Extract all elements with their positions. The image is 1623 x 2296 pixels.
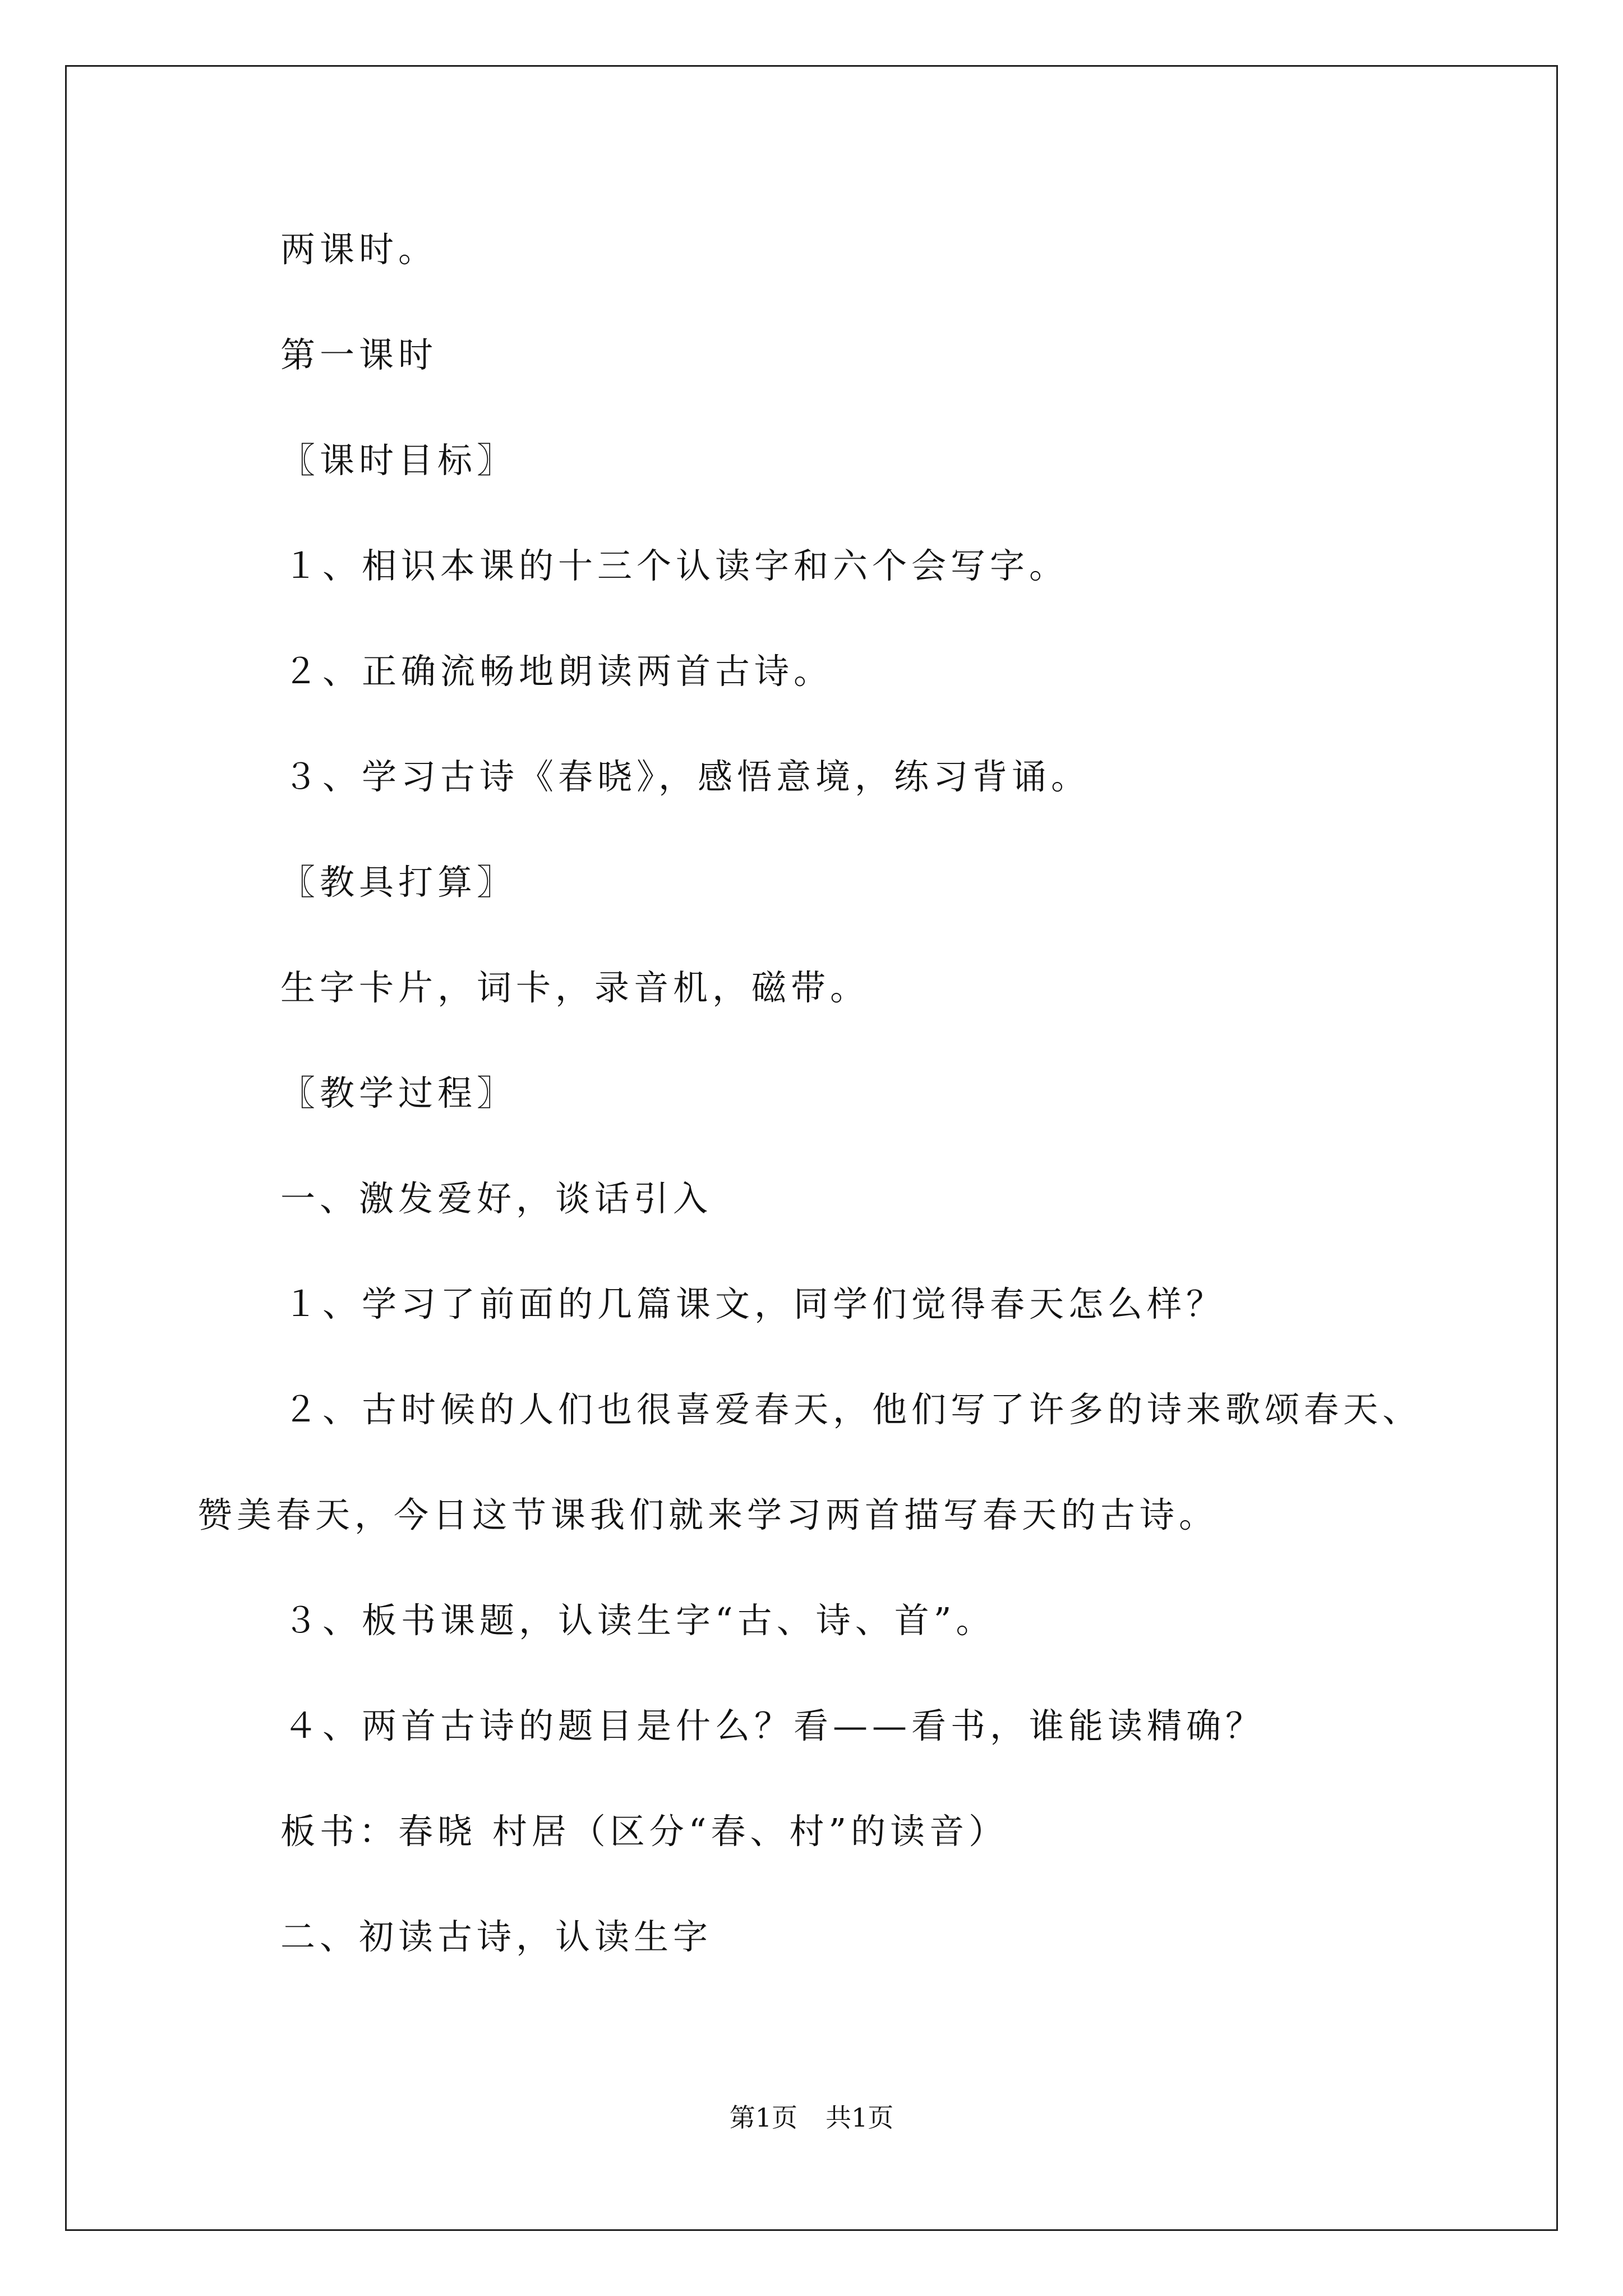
page-border [65, 65, 1558, 2231]
page-footer [0, 2101, 1623, 2134]
section-heading-materials: 〖教具打算〗 [280, 862, 517, 903]
text-line-step-1-1: １、学习了前面的几篇课文，同学们觉得春天怎么样？ [283, 1283, 1226, 1324]
text-line-step-1: 一、激发爱好，谈话引入 [280, 1178, 713, 1219]
text-line-step-1-4: ４、两首古诗的题目是什么？看——看书，谁能读精确？ [283, 1705, 1265, 1746]
text-line-step-1-2: ２、古时候的人们也很喜爱春天，他们写了许多的诗来歌颂春天、 [283, 1389, 1422, 1430]
section-heading-objectives: 〖课时目标〗 [280, 440, 517, 481]
page-total: 共1页 [826, 2102, 894, 2133]
text-line-board: 板书：春晓 村居（区分“春、村”的读音） [280, 1811, 1008, 1852]
text-line-2: 第一课时 [280, 334, 438, 375]
text-line-objective-1: １、相识本课的十三个认读字和六个会写字。 [283, 545, 1069, 586]
text-line-objective-3: ３、学习古诗《春晓》，感悟意境，练习背诵。 [283, 756, 1091, 797]
text-line-step-2: 二、初读古诗，认读生字 [280, 1916, 713, 1957]
text-line-materials: 生字卡片，词卡，录音机，磁带。 [280, 967, 870, 1008]
text-line-objective-2: ２、正确流畅地朗读两首古诗。 [283, 651, 833, 692]
page-number: 第1页 [729, 2102, 797, 2133]
text-line-step-1-2-cont: 赞美春天，今日这节课我们就来学习两首描写春天的古诗。 [197, 1494, 1219, 1535]
text-line-step-1-3: ３、板书课题，认读生字“古、诗、首”。 [283, 1600, 995, 1641]
text-line-1: 两课时。 [280, 229, 438, 270]
section-heading-process: 〖教学过程〗 [280, 1073, 517, 1114]
